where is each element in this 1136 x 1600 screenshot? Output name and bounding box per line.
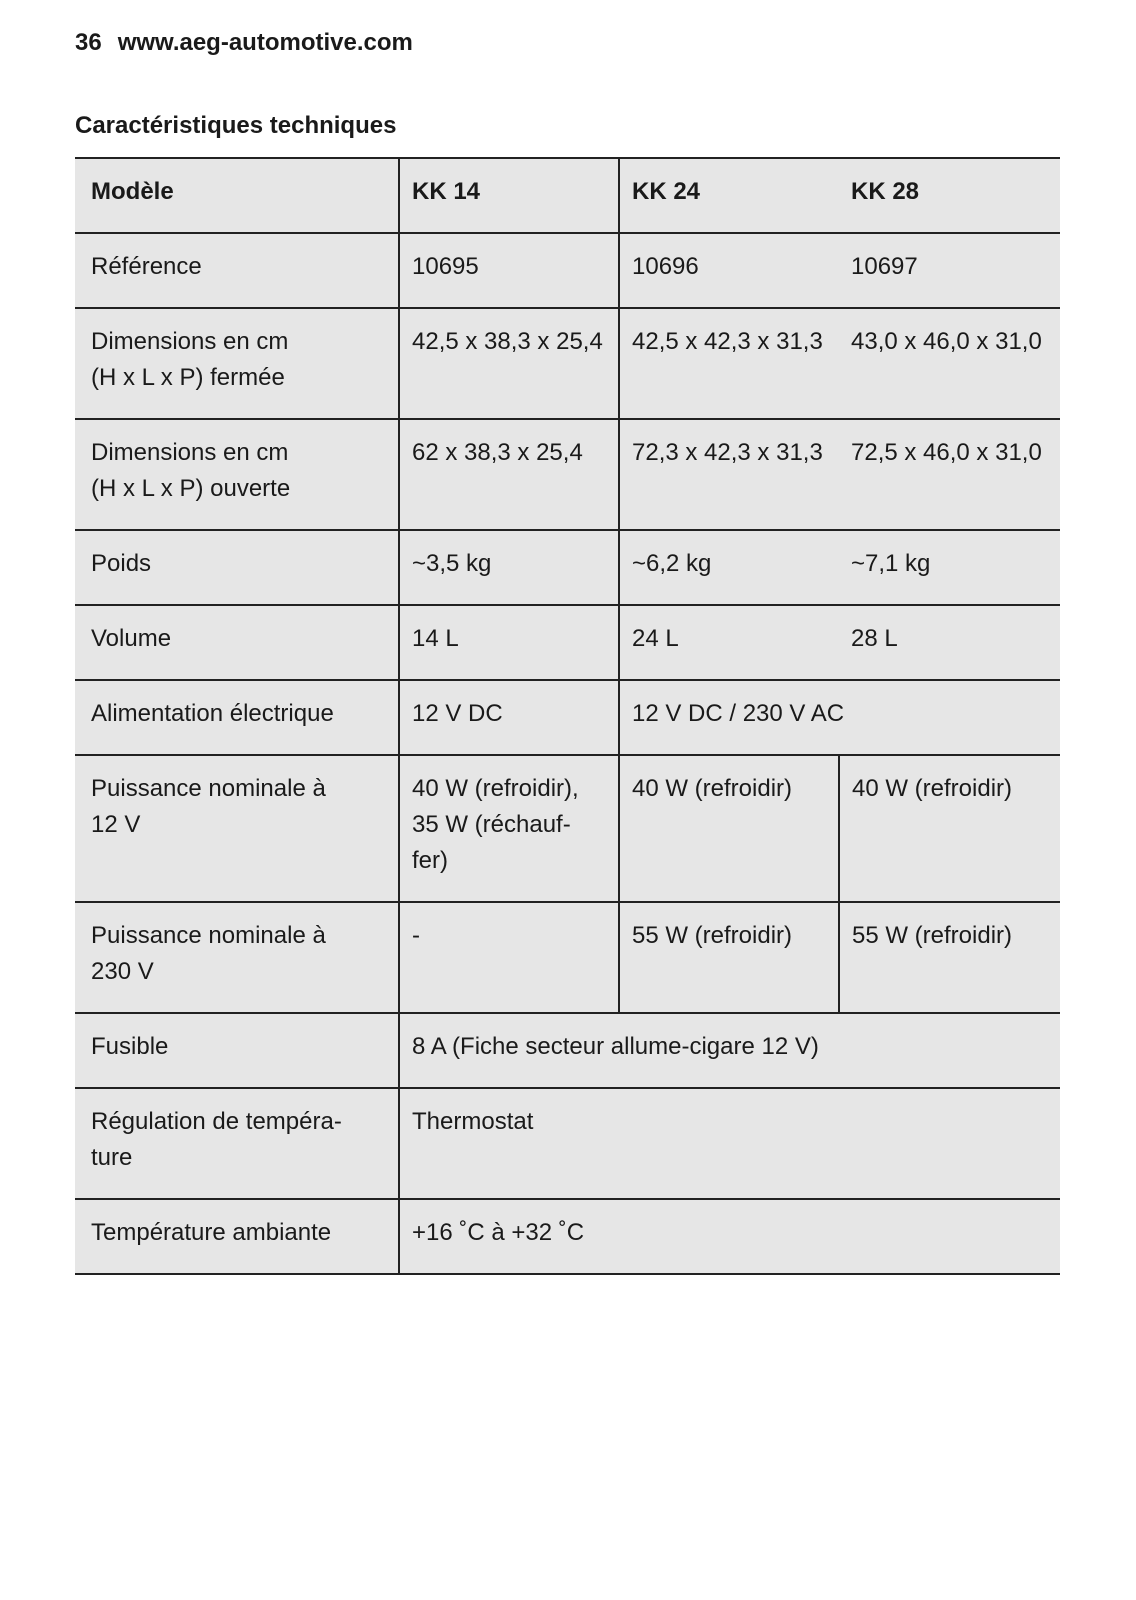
specifications-table bbox=[75, 157, 1060, 1275]
cell-all-models: 8 A (Fiche secteur allume-cigare 12 V) bbox=[399, 1013, 1060, 1088]
cell-kk28: 10697 bbox=[839, 233, 1060, 308]
cell-kk28: 28 L bbox=[839, 605, 1060, 680]
row-label: Référence bbox=[75, 233, 399, 308]
cell-kk14 bbox=[399, 755, 619, 902]
row-label-line: 230 V bbox=[91, 958, 154, 985]
table-row-reference bbox=[75, 233, 1060, 308]
row-label bbox=[75, 308, 399, 419]
cell-all-models: +16 ˚C à +32 ˚C bbox=[399, 1199, 1060, 1274]
cell-kk28: 55 W (refroidir) bbox=[839, 902, 1060, 1013]
row-label-line: ture bbox=[91, 1144, 133, 1171]
cell-kk14: - bbox=[399, 902, 619, 1013]
cell-kk24: 40 W (refroidir) bbox=[619, 755, 839, 902]
table-row-weight bbox=[75, 530, 1060, 605]
row-label-line: Régulation de tempéra- bbox=[91, 1108, 342, 1135]
header-cell-model: Modèle bbox=[75, 158, 399, 233]
section-title: Caractéristiques techniques bbox=[75, 112, 397, 139]
row-label-line: Dimensions en cm bbox=[91, 439, 289, 466]
cell-kk14: 12 V DC bbox=[399, 680, 619, 755]
cell-line: 35 W (réchauf- bbox=[412, 811, 571, 838]
table-row-power-12v bbox=[75, 755, 1060, 902]
cell-line: 40 W (refroidir), bbox=[412, 775, 579, 802]
row-label: Fusible bbox=[75, 1013, 399, 1088]
table-row-power-supply bbox=[75, 680, 1060, 755]
row-label: Température ambiante bbox=[75, 1199, 399, 1274]
cell-all-models: Thermostat bbox=[399, 1088, 1060, 1199]
row-label-line: Puissance nominale à bbox=[91, 775, 326, 802]
header-cell-kk24: KK 24 bbox=[619, 158, 839, 233]
cell-kk14: 42,5 x 38,3 x 25,4 bbox=[399, 308, 619, 419]
cell-kk28: 40 W (refroidir) bbox=[839, 755, 1060, 902]
header-cell-kk28: KK 28 bbox=[839, 158, 1060, 233]
cell-kk24-kk28: 12 V DC / 230 V AC bbox=[619, 680, 1060, 755]
cell-kk24: ~6,2 kg bbox=[619, 530, 839, 605]
row-label-line: Dimensions en cm bbox=[91, 328, 289, 355]
cell-kk24: 72,3 x 42,3 x 31,3 bbox=[619, 419, 839, 530]
table-row-fuse bbox=[75, 1013, 1060, 1088]
header-cell-kk14: KK 14 bbox=[399, 158, 619, 233]
cell-kk28: 72,5 x 46,0 x 31,0 bbox=[839, 419, 1060, 530]
page-header bbox=[75, 26, 413, 60]
row-label: Poids bbox=[75, 530, 399, 605]
cell-line: fer) bbox=[412, 847, 448, 874]
cell-kk28: ~7,1 kg bbox=[839, 530, 1060, 605]
table-row-volume bbox=[75, 605, 1060, 680]
row-label: Volume bbox=[75, 605, 399, 680]
row-label bbox=[75, 902, 399, 1013]
website-url: www.aeg-automotive.com bbox=[117, 29, 413, 56]
table-row-ambient-temperature bbox=[75, 1199, 1060, 1274]
cell-kk14: 62 x 38,3 x 25,4 bbox=[399, 419, 619, 530]
cell-kk14: ~3,5 kg bbox=[399, 530, 619, 605]
cell-kk14: 14 L bbox=[399, 605, 619, 680]
cell-kk24: 55 W (refroidir) bbox=[619, 902, 839, 1013]
cell-kk24: 42,5 x 42,3 x 31,3 bbox=[619, 308, 839, 419]
table-row-temperature-regulation bbox=[75, 1088, 1060, 1199]
row-label-line: Puissance nominale à bbox=[91, 922, 326, 949]
row-label: Alimentation électrique bbox=[75, 680, 399, 755]
header-row bbox=[75, 158, 1060, 233]
row-label bbox=[75, 419, 399, 530]
row-label bbox=[75, 1088, 399, 1199]
row-label-line: 12 V bbox=[91, 811, 141, 838]
row-label bbox=[75, 755, 399, 902]
table-row-dimensions-open bbox=[75, 419, 1060, 530]
cell-kk24: 24 L bbox=[619, 605, 839, 680]
page-number: 36 bbox=[75, 29, 102, 56]
table-row-power-230v bbox=[75, 902, 1060, 1013]
cell-kk14: 10695 bbox=[399, 233, 619, 308]
cell-kk24: 10696 bbox=[619, 233, 839, 308]
row-label-line: (H x L x P) ouverte bbox=[91, 475, 291, 502]
table-row-dimensions-closed bbox=[75, 308, 1060, 419]
row-label-line: (H x L x P) fermée bbox=[91, 364, 285, 391]
cell-kk28: 43,0 x 46,0 x 31,0 bbox=[839, 308, 1060, 419]
